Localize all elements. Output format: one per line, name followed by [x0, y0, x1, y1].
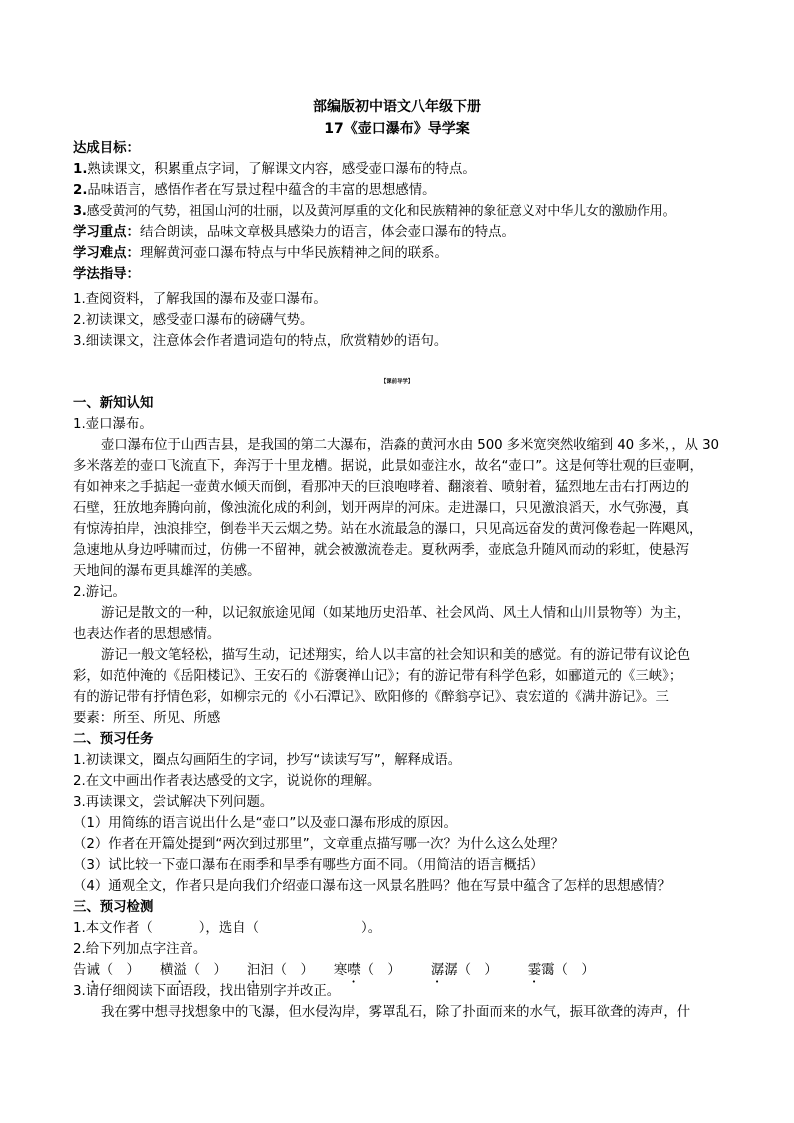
check-item: 2.给下列加点字注音。 [73, 942, 207, 957]
paragraph-line: 石壁，狂放地奔腾向前，像浊流化成的利剑，划开两岸的河床。走进瀑口，只见激浪滔天，水气弥漫，真 [73, 501, 689, 516]
task-item: （4）通观全文，作者只是向我们介绍壶口瀑布这一风景名胜吗？他在写景中蕴含了怎样的思想感情？ [73, 879, 671, 894]
key-point: 学习重点：结合朗读，品味文章极具感染力的语言，体会壶口瀑布的特点。 [73, 225, 515, 240]
method-heading: 学法指导： [73, 267, 140, 282]
pinyin-item: 横溢（ ） [159, 963, 227, 978]
paragraph-line: 急速地从身边呼啸而过，仿佛一不留神，就会被激流卷走。夏秋两季，壶底急升随风而动的彩虹，使悬泻 [73, 543, 689, 558]
goal-item: 1.熟读课文，积累重点字词，了解课文内容，感受壶口瀑布的特点。 [73, 162, 476, 177]
section-heading: 三、预习检测 [73, 900, 154, 915]
paragraph-line: 天地间的瀑布更具雄浑的美感。 [73, 564, 261, 579]
task-item: 1.初读课文，圈点勾画陌生的字词，抄写“读读写写”，解释成语。 [73, 753, 462, 768]
key-point-label: 学习重点： [73, 225, 140, 240]
task-item: （1）用简练的语言说出什么是“壶口”以及壶口瀑布形成的原因。 [73, 816, 457, 831]
method-item: 2.初读课文，感受壶口瀑布的磅礴气势。 [73, 313, 314, 328]
paragraph-line: 游记是散文的一种，以记叙旅途见闻（如某地历史沿革、社会风尚、风土人情和山川景物等）为主， [101, 606, 691, 621]
section-heading: 一、新知认知 [73, 396, 154, 411]
item-title: 1.壶口瀑布。 [73, 417, 153, 432]
pinyin-item: 寒噤（ ） [333, 963, 401, 978]
item-title: 2.游记。 [73, 585, 126, 600]
paragraph-line: 多米落差的壶口飞流直下，奔泻于十里龙槽。据说，此景如壶注水，故名“壶口”。这是何等壮观的巨壶啊， [73, 459, 703, 474]
goals-heading: 达成目标： [73, 141, 140, 156]
paragraph-line: 我在雾中想寻找想象中的飞瀑，但水侵沟岸，雾罩乱石，除了扑面而来的水气，振耳欲聋的涛声，什 [101, 1005, 691, 1020]
paragraph-line: 有惊涛拍岸，浊浪排空，倒卷半天云烟之势。站在水流最急的瀑口，只见高远奋发的黄河像卷起一阵飓风， [73, 522, 703, 537]
goal-item: 2.品味语言，感悟作者在写景过程中蕴含的丰富的思想感情。 [73, 183, 436, 198]
paragraph-line: 彩，如范仲淹的《岳阳楼记》、王安石的《游褒禅山记》；有的游记带有科学色彩，如郦道元的《三峡》； [73, 669, 683, 684]
section-heading: 二、预习任务 [73, 732, 154, 747]
pinyin-item: 告诫（ ） [73, 963, 140, 978]
pre-class-banner: 【课前导学】 [380, 379, 414, 385]
paragraph-line: 也表达作者的思想感情。 [73, 627, 221, 642]
method-item: 1.查阅资料，了解我国的瀑布及壶口瀑布。 [73, 292, 327, 307]
goal-item: 3.感受黄河的气势，祖国山河的壮丽，以及黄河厚重的文化和民族精神的象征意义对中华儿女的激励作用。 [73, 204, 676, 219]
pinyin-item: 霎霭（ ） [527, 963, 595, 978]
document-title: 部编版初中语文八年级下册 [313, 99, 481, 115]
method-item: 3.细读课文，注意体会作者遣词造句的特点，欣赏精妙的语句。 [73, 334, 448, 349]
task-item: （3）试比较一下壶口瀑布在雨季和旱季有哪些方面不同。（用简洁的语言概括） [73, 858, 544, 873]
pinyin-item: 汩汩（ ） [246, 963, 314, 978]
paragraph-line: 有如神来之手掂起一壶黄水倾天而倒，看那冲天的巨浪咆哮着、翻滚着、喷射着，猛烈地左击右打两边的 [73, 480, 689, 495]
check-item: 3.请仔细阅读下面语段，找出错别字并改正。 [73, 984, 341, 999]
pinyin-item: 潺潺（ ） [430, 963, 498, 978]
difficulty-point: 学习难点：理解黄河壶口瀑布特点与中华民族精神之间的联系。 [73, 246, 448, 261]
task-item: 2.在文中画出作者表达感受的文字，说说你的理解。 [73, 774, 381, 789]
paragraph-line: 要素：所至、所见、所感 [73, 711, 221, 726]
task-item: （2）作者在开篇处提到“两次到过那里”，文章重点描写哪一次？为什么这么处理？ [73, 837, 565, 852]
paragraph-line: 有的游记带有抒情色彩，如柳宗元的《小石潭记》、欧阳修的《醉翁亭记》、袁宏道的《满井游记》。三 [73, 690, 669, 705]
paragraph-line: 游记一般文笔轻松，描写生动，记述翔实，给人以丰富的社会知识和美的感觉。有的游记带有议论色 [101, 648, 691, 663]
document-subtitle: 17《壶口瀑布》导学案 [324, 121, 470, 137]
task-item: 3.再读课文，尝试解决下列问题。 [73, 795, 274, 810]
fill-in-blank: 1.本文作者（ ），选自（ ）。 [73, 921, 382, 936]
difficulty-label: 学习难点： [73, 246, 140, 261]
paragraph-line: 壶口瀑布位于山西吉县，是我国的第二大瀑布，浩淼的黄河水由 500 多米宽突然收缩到 40 多米，，从 30 [101, 438, 719, 453]
